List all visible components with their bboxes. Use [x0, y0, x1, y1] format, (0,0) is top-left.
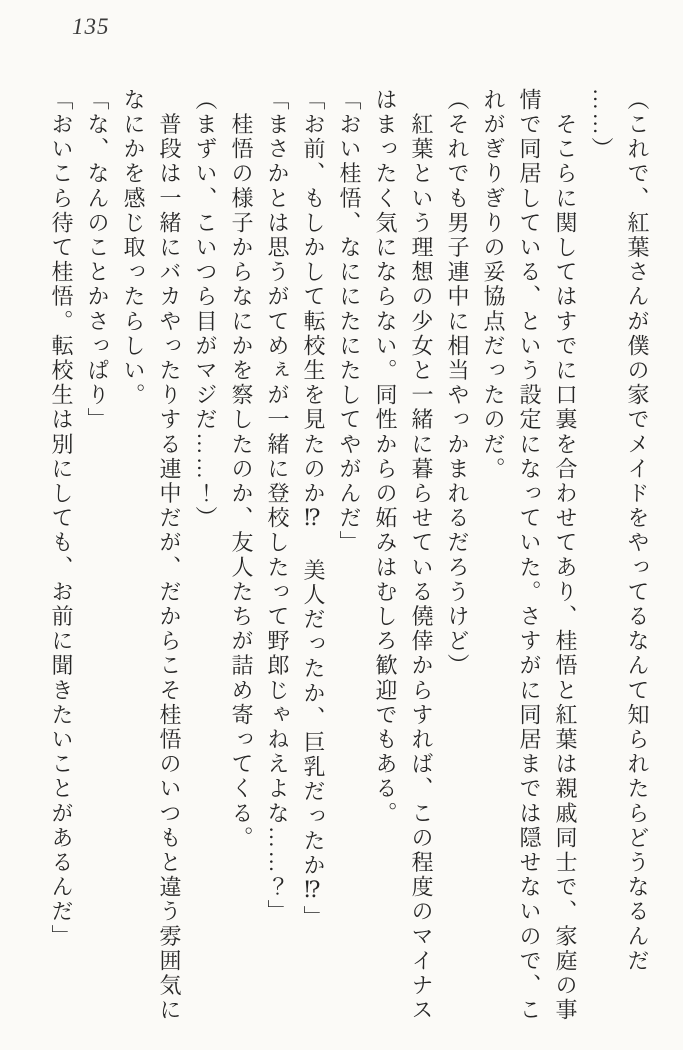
text-line: なにかを感じ取ったらしい。 [121, 88, 146, 408]
text-line: はまったく気にならない。同性からの妬みはむしろ歓迎でもある。 [373, 88, 398, 826]
text-block [40, 88, 655, 1033]
text-line: 「まさかとは思うがてめぇが一緒に登校したって野郎じゃねえよな……？」 [265, 88, 290, 925]
text-line: （それでも男子連中に相当やっかまれるだろうけど） [445, 88, 470, 679]
text-line: そこらに関してはすでに口裏を合わせてあり、桂悟と紅葉は親戚同士で、家庭の事 [553, 88, 578, 1023]
text-line: 「な、なんのことかさっぱり」 [85, 88, 110, 433]
text-line: ……） [589, 88, 614, 162]
text-line: 「お前、もしかして転校生を見たのか⁉ 美人だったか、巨乳だったか⁉」 [301, 88, 326, 931]
text-line: （これで、紅葉さんが僕の家でメイドをやってるなんて知られたらどうなるんだ [625, 88, 650, 974]
text-line: 「おいこら待て桂悟。転校生は別にしても、お前に聞きたいことがあるんだ」 [49, 88, 74, 949]
text-line: 紅葉という理想の少女と一緒に暮らせている僥倖からすれば、この程度のマイナス [409, 88, 434, 1023]
page-number: 135 [72, 14, 110, 39]
text-line: 桂悟の様子からなにかを察したのか、友人たちが詰め寄ってくる。 [229, 88, 254, 851]
text-line: （まずい、こいつら目がマジだ……！） [193, 88, 218, 531]
text-line: れがぎりぎりの妥協点だったのだ。 [481, 88, 506, 482]
text-line: 普段は一緒にバカやったりする連中だが、だからこそ桂悟のいつもと違う雰囲気に [157, 88, 182, 1023]
text-line: 情で同居している、という設定になっていた。さすがに同居までは隠せないので、こ [517, 88, 542, 1023]
text-line: 「おい桂悟、なににたにたしてやがんだ」 [337, 88, 362, 556]
